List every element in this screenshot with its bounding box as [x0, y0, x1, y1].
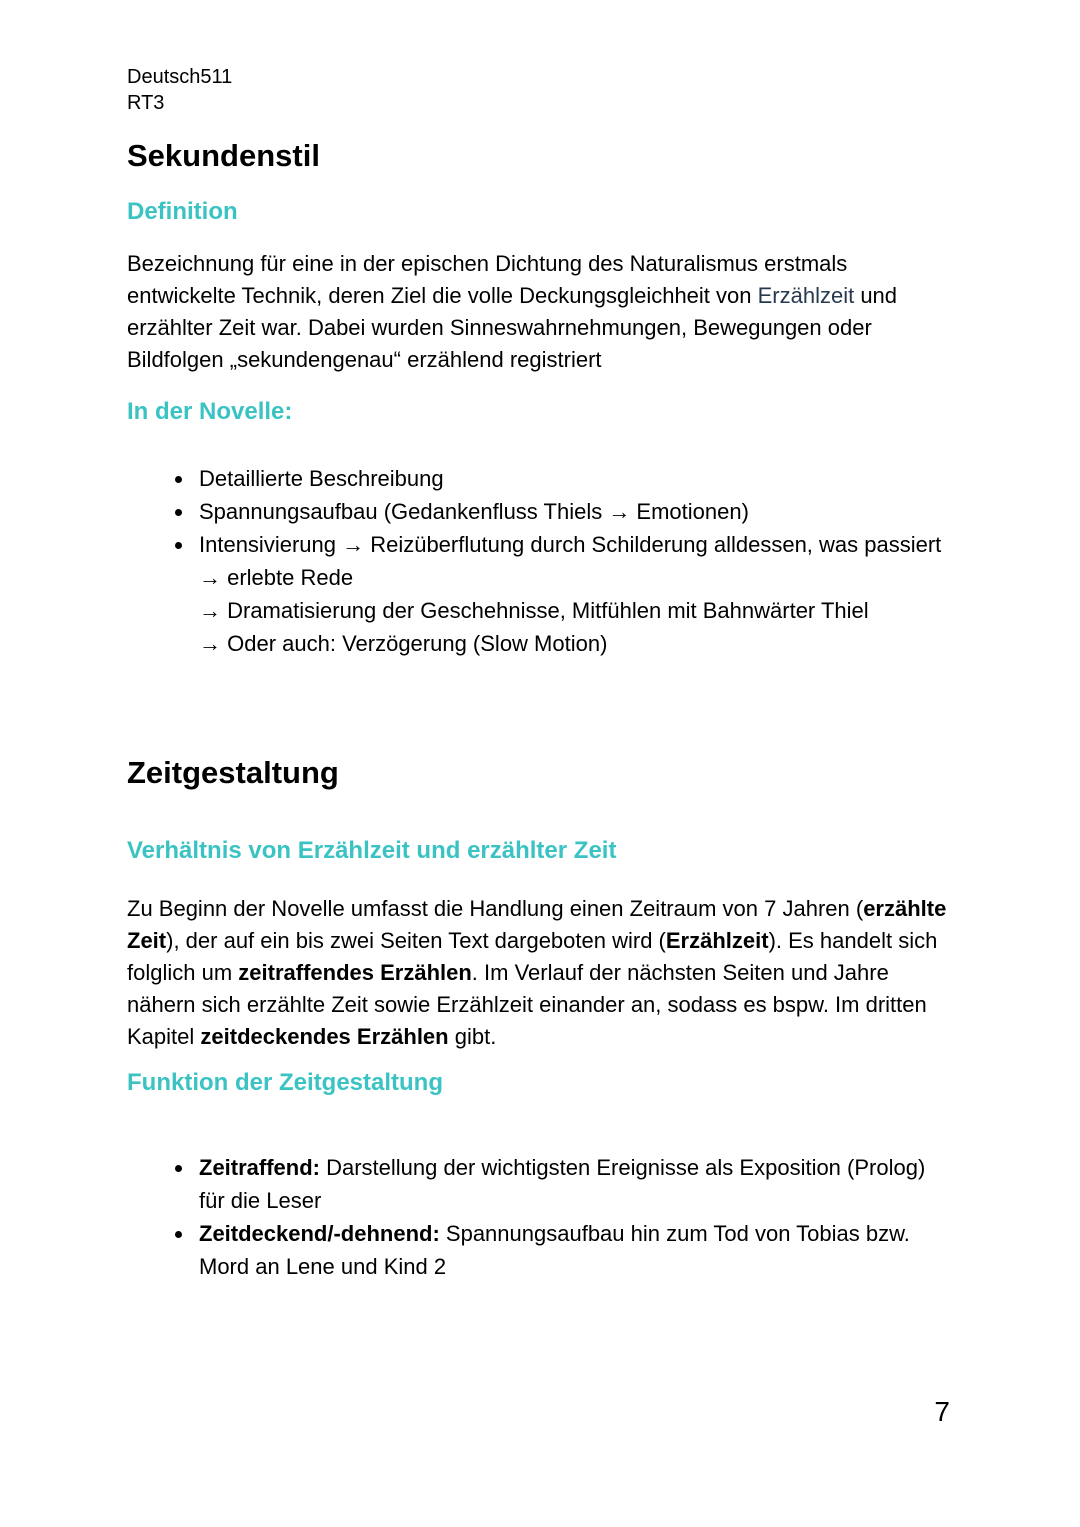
list-item: • Spannungsaufbau (Gedankenfluss Thiels → Emotionen) [195, 495, 950, 528]
section-title-zeitgestaltung: Zeitgestaltung [127, 755, 339, 790]
list-item: • Zeitdeckend/-dehnend: Spannungsaufbau hin zum Tod von Tobias bzw. Mord an Lene und Kind 2 [195, 1217, 950, 1283]
subheading-definition: Definition [127, 198, 238, 225]
page-number: 7 [934, 1396, 950, 1427]
bullet-list-funktion [127, 1151, 950, 1283]
bullet-list-novelle [127, 462, 950, 660]
header-course: Deutsch511 [127, 66, 233, 88]
section-title-sekundenstil: Sekundenstil [127, 138, 320, 173]
paragraph-definition: Bezeichnung für eine in der epischen Dichtung des Naturalismus erstmals entwickelte Technik, deren Ziel die volle Deckungsgleichheit von Erzählzeit und erzählter Zeit war. Dabei wurden Sinneswahrnehmungen, Bewegungen oder Bildfolgen „sekundengenau“ erzählend registriert [127, 251, 898, 372]
document-header [127, 64, 950, 116]
list-item: • Zeitraffend: Darstellung der wichtigsten Ereignisse als Exposition (Prolog) für die Leser [195, 1151, 950, 1217]
list-item: • Intensivierung → Reizüberflutung durch Schilderung alldessen, was passiert → erlebte Rede → Dramatisierung der Geschehnisse, Mitfühlen mit Bahnwärter Thiel → Oder auch: Verzögerung (Slow Motion) [195, 528, 950, 660]
paragraph-verhaeltnis: Zu Beginn der Novelle umfasst die Handlung einen Zeitraum von 7 Jahren (erzählte Zeit), der auf ein bis zwei Seiten Text dargeboten wird (Erzählzeit). Es handelt sich folglich um zeitraffendes Erzählen. Im Verlauf der nächsten Seiten und Jahre nähern sich erzählte Zeit sowie Erzählzeit einander an, sodass es bspw. Im dritten Kapitel zeitdeckendes Erzählen gibt. [127, 896, 947, 1049]
subheading-in-der-novelle: In der Novelle: [127, 398, 293, 425]
header-code: RT3 [127, 92, 165, 114]
list-item: • Detaillierte Beschreibung [195, 462, 950, 495]
subheading-funktion: Funktion der Zeitgestaltung [127, 1069, 443, 1096]
subheading-verhaeltnis: Verhältnis von Erzählzeit und erzählter Zeit [127, 837, 617, 864]
